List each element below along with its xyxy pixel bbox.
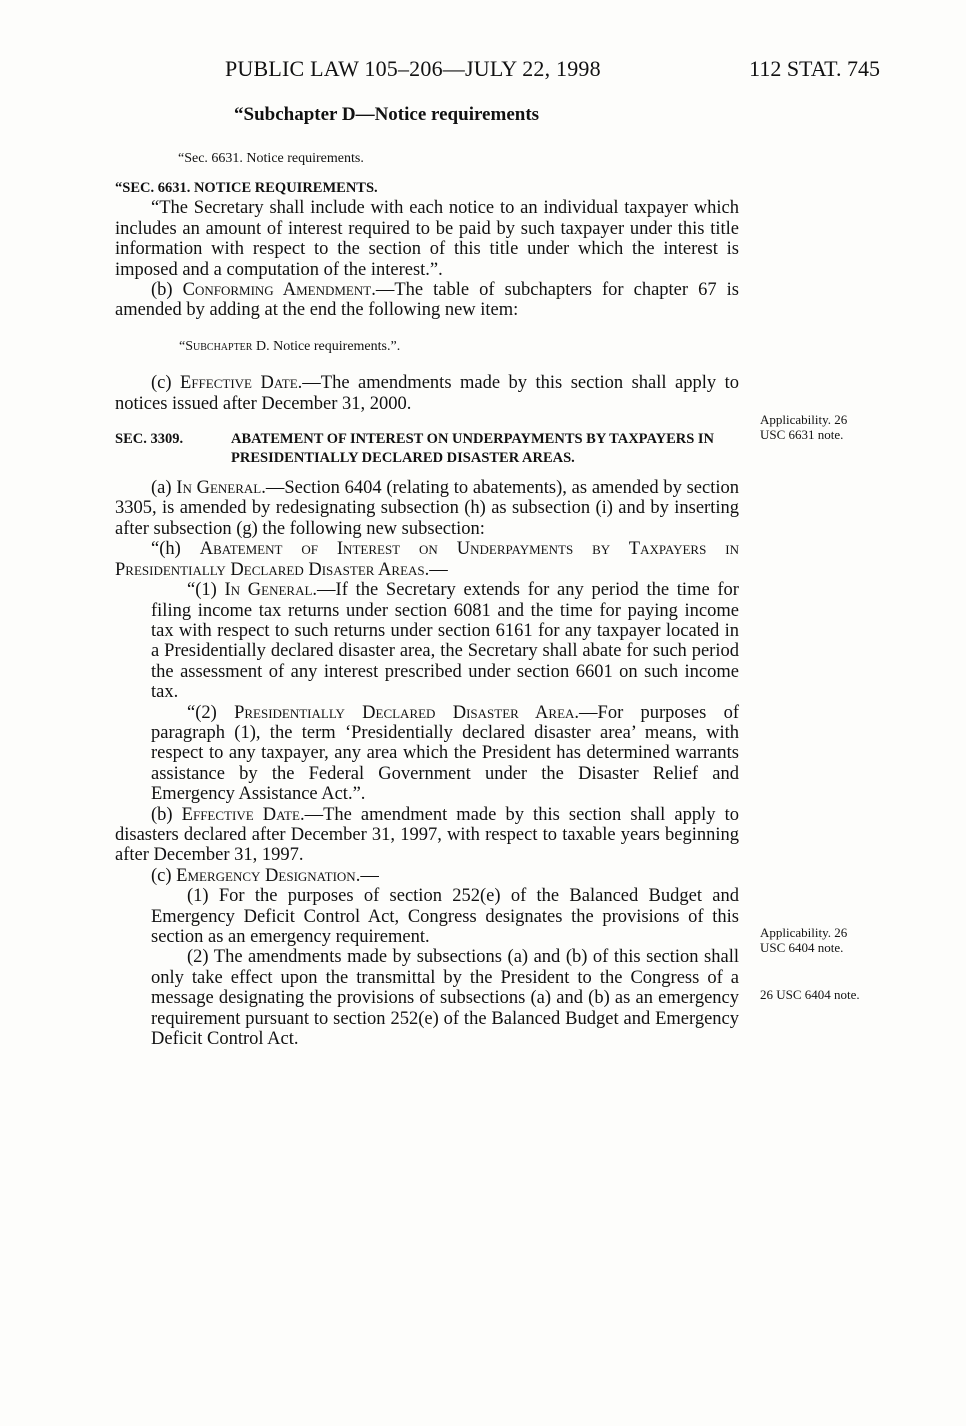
statute-page-reference: 112 STAT. 745 — [749, 56, 880, 81]
conforming-amendment — [115, 280, 739, 321]
subsection-h — [115, 539, 739, 580]
conforming-amendment-text: .—The table of subchapters for chapter 67 is amended by adding at the end the following new item: — [115, 280, 739, 321]
new-table-item — [179, 337, 739, 357]
subchapter-heading: “Subchapter D—Notice requirements — [234, 104, 540, 125]
table-of-sections-line: “Sec. 6631. Notice requirements. — [178, 151, 364, 166]
emergency-designation — [115, 866, 739, 886]
emergency-designation-label: (c) — [151, 865, 177, 886]
main-text — [115, 178, 739, 1049]
in-general-a — [115, 478, 739, 539]
effective-date-c-text: .—The amendments made by this section shall apply to notices issued after December 31, 2000. — [115, 373, 739, 414]
margin-note-6404: 26 USC 6404 note. — [760, 987, 860, 1002]
paragraph-1-caption: In General — [224, 580, 313, 601]
effective-date-b — [115, 805, 739, 866]
paragraph-1-label: “(1) — [187, 580, 225, 601]
emergency-designation-caption: Emergency Designation — [176, 865, 356, 886]
emergency-designation-text: .— — [355, 865, 379, 886]
paragraph-2 — [151, 703, 739, 805]
in-general-a-text: .—Section 6404 (relating to abatements), as amended by section 3305, is amended by redesignating subsection (h) as subsection (i) and by inserting after subsection (g) the following new subsection: — [115, 478, 739, 539]
effective-date-b-text: .—The amendment made by this section shall apply to disasters declared after December 31, 1997, with respect to taxable years beginning after December 31, 1997. — [115, 804, 739, 866]
running-head: PUBLIC LAW 105–206—JULY 22, 1998 — [225, 56, 601, 81]
effective-date-b-caption: Effective Date — [181, 804, 300, 825]
paragraph-2-caption: Presidentially Declared Disaster Area — [234, 702, 575, 723]
section-6631-text: “The Secretary shall include with each notice to an individual taxpayer which includes an amount of interest required to be paid by such taxpayer under this title information with respect to the section of this title under which the interest is imposed and a computation of the interest.”. — [115, 198, 739, 280]
effective-date-c-caption: Effective Date — [180, 373, 298, 394]
subsection-h-caption: Abatement of Interest on Underpayments by Taxpayers in Presidentially Declared Disaster Areas — [115, 539, 739, 580]
section-6631-heading: “SEC. 6631. NOTICE REQUIREMENTS. — [115, 180, 378, 196]
conforming-amendment-caption: Conforming Amendment — [182, 280, 372, 301]
new-item-prefix: “ — [179, 338, 186, 354]
section-3309-title: ABATEMENT OF INTEREST ON UNDERPAYMENTS BY TAXPAYERS IN PRESIDENTIALLY DECLARED DISASTER AREAS. — [231, 431, 715, 467]
paragraph-2-text: .—For purposes of paragraph (1), the term ‘Presidentially declared disaster area’ means, with respect to any taxpayer, any area which the President has determined warrants assistance by the Federal Government under the Disaster Relief and Emergency Assistance Act.”. — [151, 702, 739, 805]
emergency-designation-item-2: (2) The amendments made by subsections (a) and (b) of this section shall only take effect upon the transmittal by the President to the Congress of a message designating the provisions of subsections (a) and (b) as an emergency requirement pursuant to section 252(e) of the Balanced Budget and Emergency Deficit Control Act. — [151, 947, 739, 1050]
section-3309-heading — [115, 430, 739, 468]
emergency-designation-item-1: (1) For the purposes of section 252(e) of the Balanced Budget and Emergency Deficit Control Act, Congress designates the provisions of this section as an emergency requirement. — [151, 886, 739, 947]
conforming-amendment-label: (b) — [151, 280, 183, 301]
section-3309-number: SEC. 3309. — [115, 431, 184, 448]
effective-date-c-label: (c) — [151, 373, 181, 394]
effective-date-c — [115, 373, 739, 414]
in-general-a-caption: In General — [176, 478, 262, 499]
new-item-text: D. Notice requirements.”. — [252, 338, 401, 354]
new-item-caption: Subchapter — [185, 338, 253, 354]
subsection-h-text: .— — [424, 559, 448, 580]
paragraph-1 — [151, 580, 739, 702]
subsection-h-label: “(h) — [151, 539, 200, 560]
effective-date-b-label: (b) — [151, 804, 182, 825]
paragraph-2-label: “(2) — [187, 702, 235, 723]
in-general-a-label: (a) — [151, 478, 177, 499]
paragraph-1-text: .—If the Secretary extends for any period the time for filing income tax returns under section 6081 and the time for paying income tax with respect to such returns under section 6161 for any taxpayer located in a Presidentially declared disaster area, the Secretary shall abate for such period the assessment of any interest prescribed under section 6601 on such income tax. — [151, 580, 739, 703]
margin-note-applicability-6404: Applicability. 26 USC 6404 note. — [760, 925, 848, 955]
margin-note-applicability-6631: Applicability. 26 USC 6631 note. — [760, 412, 848, 442]
